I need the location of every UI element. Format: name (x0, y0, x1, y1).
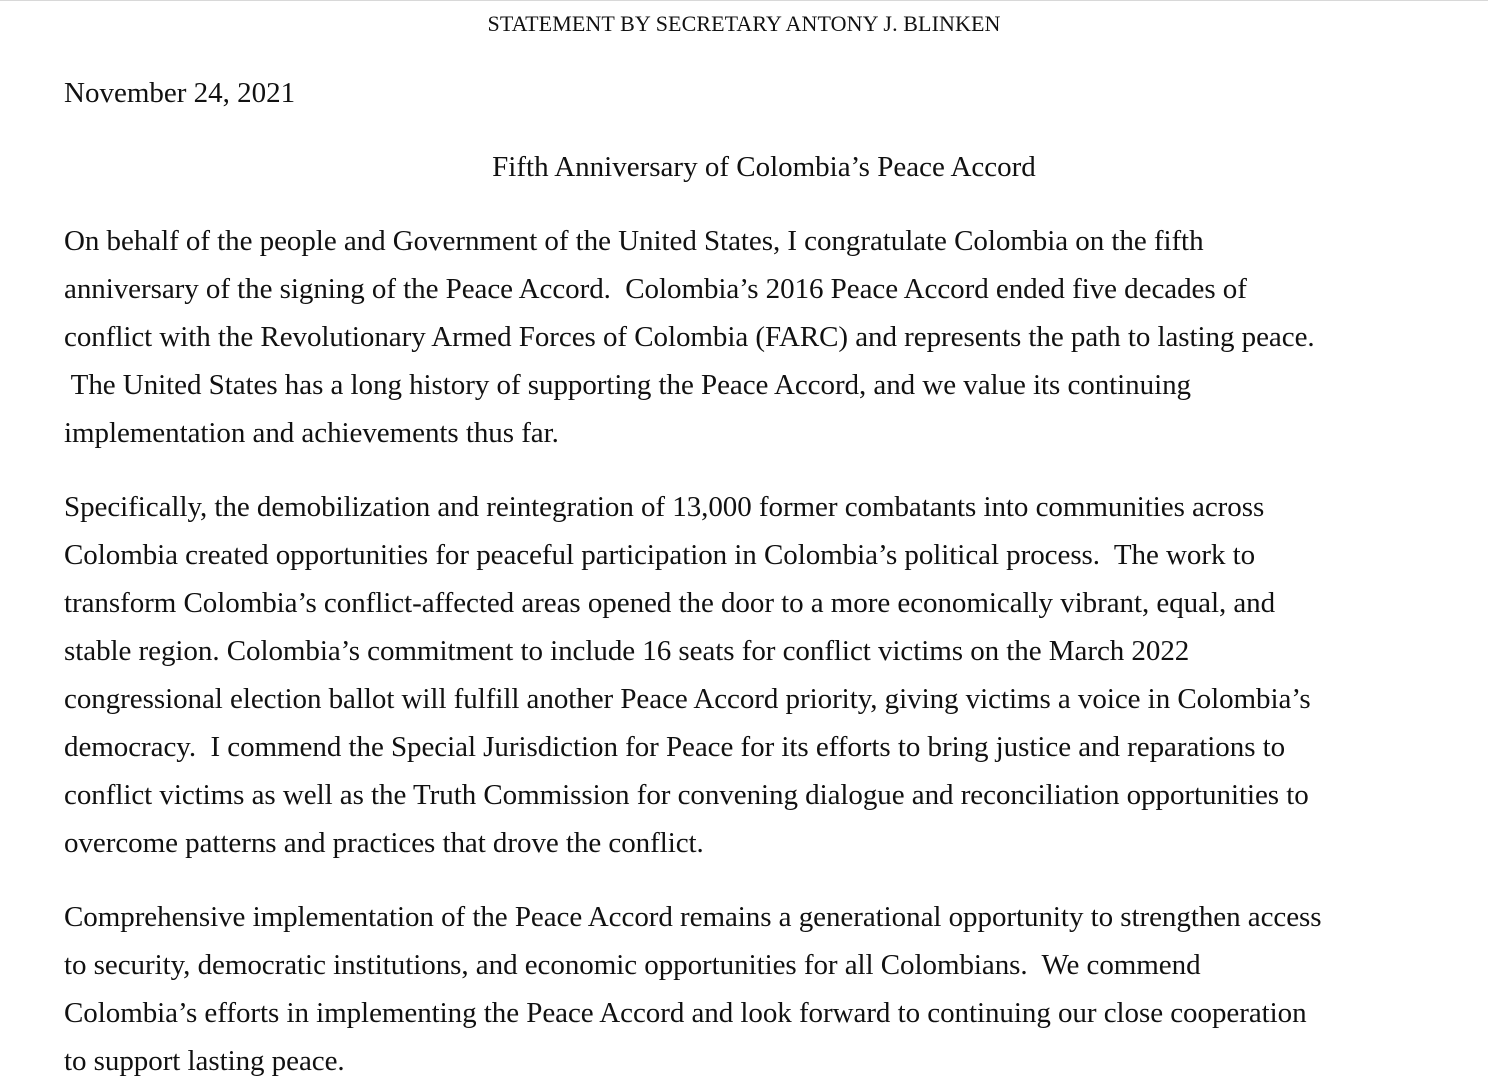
paragraph-3 (64, 893, 1474, 1085)
paragraph-line: On behalf of the people and Government of the United States, I congratulate Colombia on the fifth (64, 225, 1204, 257)
paragraph-2 (64, 483, 1474, 867)
paragraph-line: congressional election ballot will fulfill another Peace Accord priority, giving victims a voice in Colombia’s (64, 683, 1311, 715)
paragraph-line: Colombia created opportunities for peaceful participation in Colombia’s political process. The work to (64, 539, 1256, 571)
paragraph-line: implementation and achievements thus far. (64, 417, 559, 449)
paragraph-line: democracy. I commend the Special Jurisdiction for Peace for its efforts to bring justice and reparations to (64, 731, 1286, 763)
statement-date: November 24, 2021 (64, 77, 296, 109)
paragraph-line: overcome patterns and practices that drove the conflict. (64, 827, 704, 859)
paragraph-line: Comprehensive implementation of the Peace Accord remains a generational opportunity to strengthen access (64, 901, 1322, 933)
paragraph-line: stable region. Colombia’s commitment to include 16 seats for conflict victims on the March 2022 (64, 635, 1190, 667)
paragraph-line: Specifically, the demobilization and reintegration of 13,000 former combatants into communities across (64, 491, 1265, 523)
paragraph-line: Colombia’s efforts in implementing the Peace Accord and look forward to continuing our close cooperation (64, 997, 1307, 1029)
paragraph-line: The United States has a long history of supporting the Peace Accord, and we value its continuing (64, 369, 1191, 401)
paragraph-line: conflict victims as well as the Truth Commission for convening dialogue and reconciliation opportunities to (64, 779, 1309, 811)
statement-title: Fifth Anniversary of Colombia’s Peace Accord (492, 151, 1036, 183)
paragraph-line: transform Colombia’s conflict-affected areas opened the door to a more economically vibrant, equal, and (64, 587, 1276, 619)
paragraph-1 (64, 217, 1474, 457)
statement-header: STATEMENT BY SECRETARY ANTONY J. BLINKEN (487, 11, 1001, 36)
paragraph-line: to support lasting peace. (64, 1045, 345, 1077)
paragraph-line: conflict with the Revolutionary Armed Forces of Colombia (FARC) and represents the path to lasting peace. (64, 321, 1315, 353)
paragraph-line: anniversary of the signing of the Peace Accord. Colombia’s 2016 Peace Accord ended five decades of (64, 273, 1247, 305)
paragraph-line: to security, democratic institutions, and economic opportunities for all Colombians. We commend (64, 949, 1201, 981)
